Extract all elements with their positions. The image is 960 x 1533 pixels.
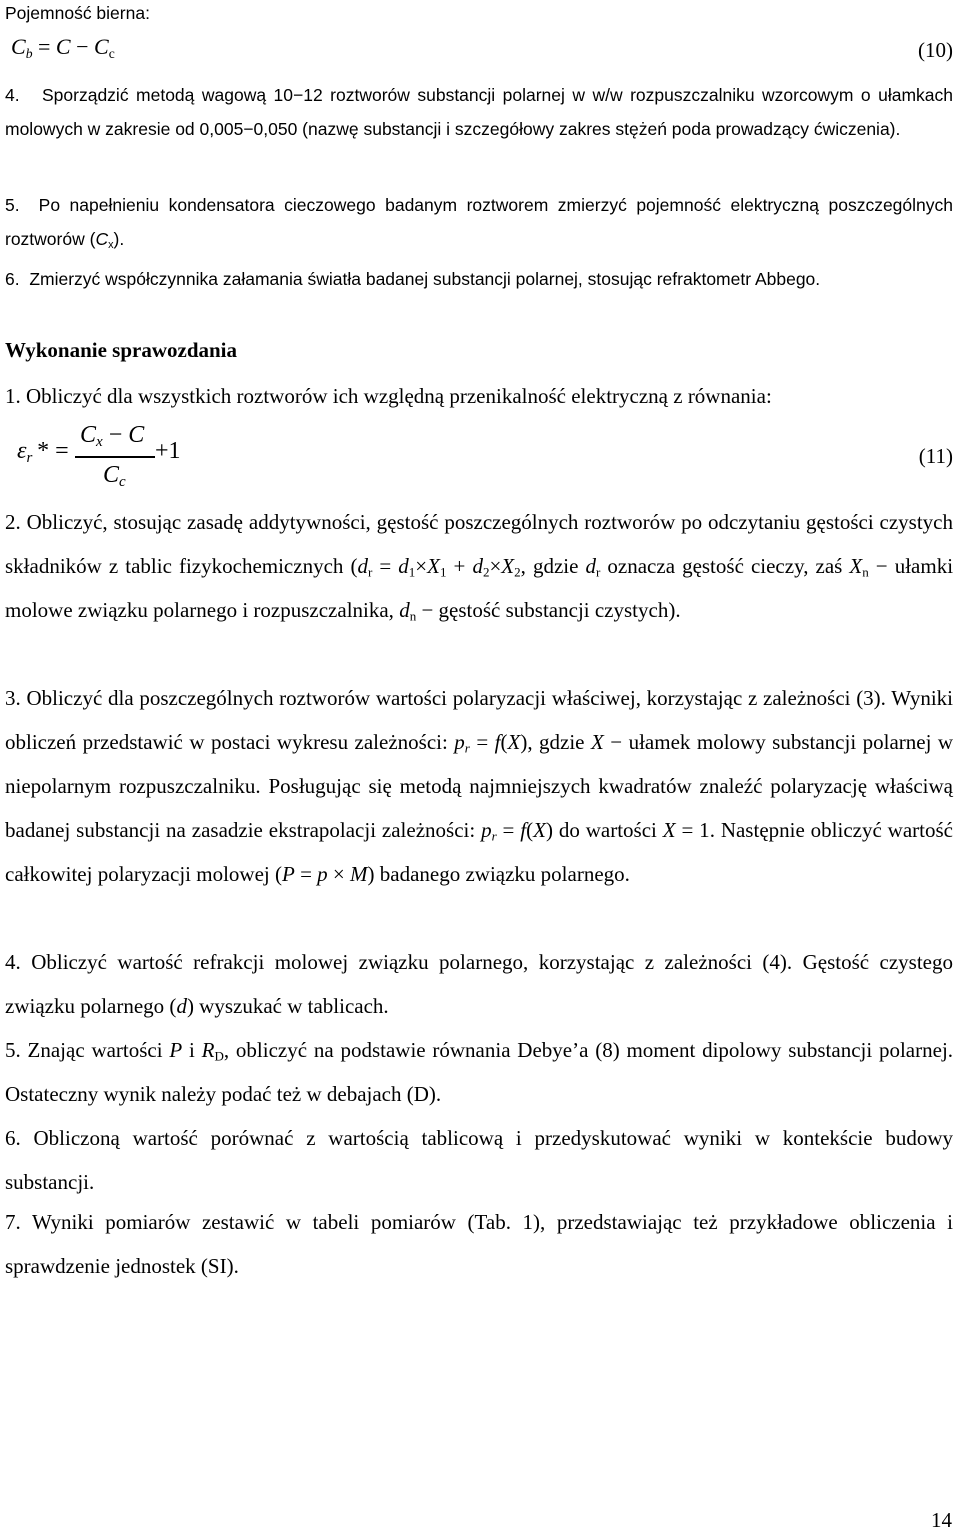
- report-step-5: 5. Znając wartości P i $R_D$, obliczyć na podstawie równania Debye’a (8) moment dipolowy substancji polarnej. Ostateczny wynik należy podać też w debajach (D).: [5, 1038, 954, 1106]
- report-heading: Wykonanie sprawozdania: [5, 338, 238, 362]
- report-step-2: 2. Obliczyć, stosując zasadę addytywności, gęstość poszczególnych roztworów po odczytaniu gęstości czystych składników z tablic fizykochemicznych ($d_r = d_1\times X_1 + d_2\times X_2$, gdzie $d_r$ oznacza gęstość cieczy, zaś $X_n$ − ułamki molowe związku polarnego i rozpuszczalnika, $d_n$ − gęstość substancji czystych).: [5, 510, 954, 624]
- section-heading-pojemnosc: Pojemność bierna:: [5, 3, 150, 23]
- report-step-1: 1. Obliczyć dla wszystkich roztworów ich względną przenikalność elektryczną z równania:: [5, 384, 772, 408]
- report-step-3: 3. Obliczyć dla poszczególnych roztworów wartości polaryzacji właściwej, korzystając z zależności (3). Wyniki obliczeń przedstawić w postaci wykresu zależności: $p_r = f(X)$, gdzie X − ułamek molowy substancji polarnej w niepolarnym rozpuszczalniku. Posługując się metodą najmniejszych kwadratów znaleźć polaryzację właściwą badanej substancji na zasadzie ekstrapolacji zależności: $p_r = f(X)$ do wartości X = 1. Następnie obliczyć wartość całkowitej polaryzacji molowej (P = p × M) badanego związku polarnego.: [5, 686, 954, 886]
- report-step-6: 6. Obliczoną wartość porównać z wartością tablicową i przedyskutować wyniki w kontekście budowy substancji.: [5, 1126, 953, 1194]
- report-step-4: 4. Obliczyć wartość refrakcji molowej związku polarnego, korzystając z zależności (4). Gęstość czystego związku polarnego (d) wyszukać w tablicach.: [5, 950, 953, 1018]
- equation-10: $C_b = C - C_c$ (10): [11, 34, 953, 62]
- equation-number: (10): [918, 38, 953, 62]
- step-6: 6. Zmierzyć współczynnika załamania światła badanej substancji polarnej, stosując refraktometr Abbego.: [5, 269, 821, 289]
- step-5: 5. Po napełnieniu kondensatora cieczowego badanym roztworem zmierzyć pojemność elektryczną poszczególnych roztworów $(C_x)$.: [5, 195, 954, 252]
- page-number: 14: [931, 1508, 952, 1532]
- report-step-7: 7. Wyniki pomiarów zestawić w tabeli pomiarów (Tab. 1), przedstawiając też przykładowe obliczenia i sprawdzenie jednostek (SI).: [5, 1210, 953, 1278]
- equation-number: (11): [918, 444, 953, 468]
- step-4: 4. Sporządzić metodą wagową 10−12 roztworów substancji polarnej w w/w rozpuszczalniku wzorcowym o ułamkach molowych w zakresie od 0,005−0,050 (nazwę substancji i szczegółowy zakres stężeń poda prowadzący ćwiczenia).: [5, 85, 953, 139]
- equation-11: $\varepsilon_r$ * = $C_x - C$ $C_c$ +1 (11): [17, 422, 953, 491]
